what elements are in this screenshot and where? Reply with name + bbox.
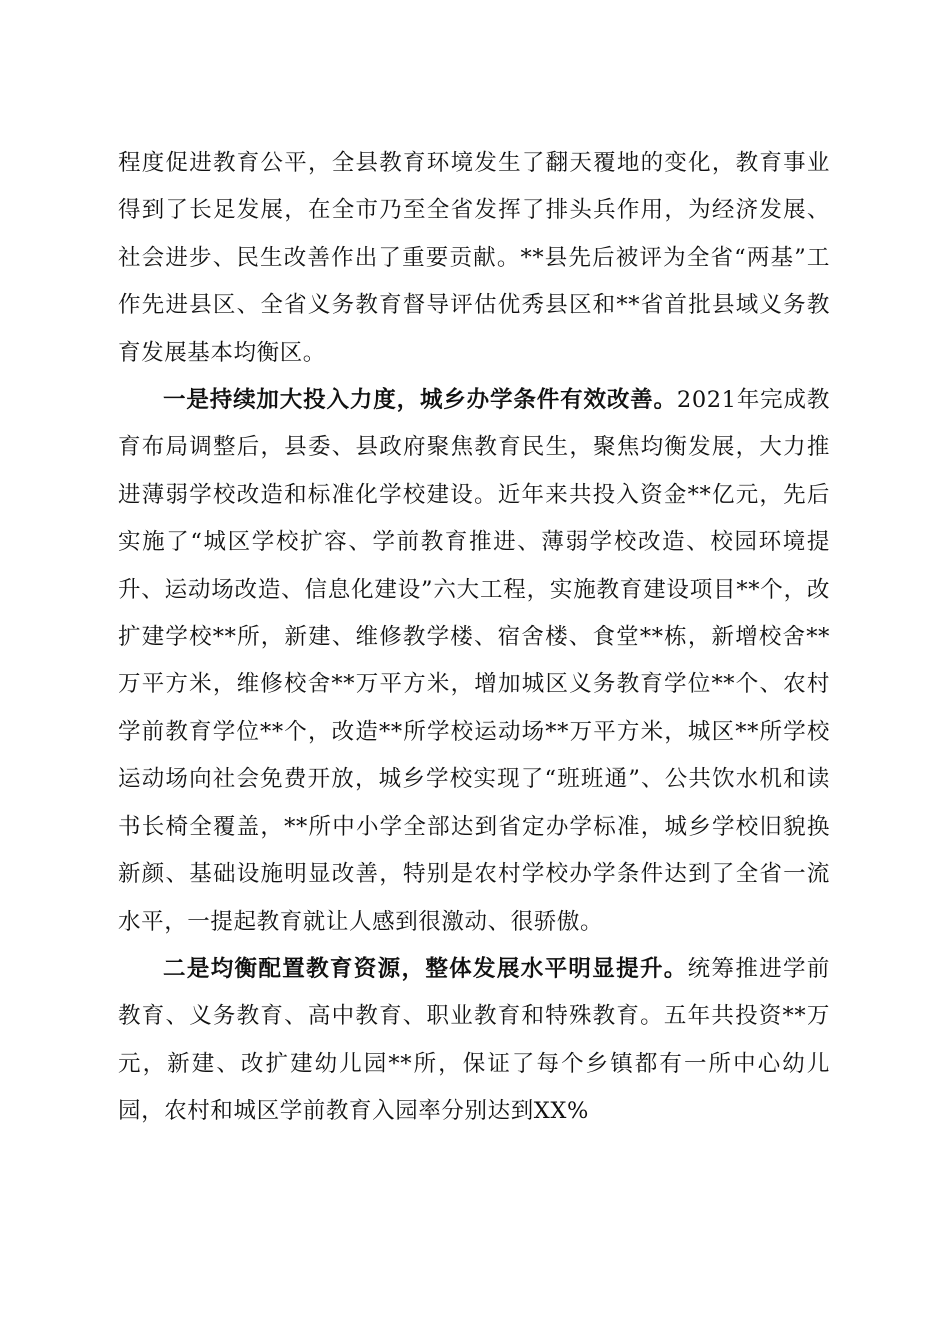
paragraph-investment-text: 2021年完成教育布局调整后，县委、县政府聚焦教育民生，聚焦均衡发展，大力推进薄弱学校改造和标准化学校建设。近年来共投入资金**亿元，先后实施了“城区学校扩容、学前教育推进、薄弱学校改造、校园环境提升、运动场改造、信息化建设”六大工程，实施教育建设项目**个，改扩建学校**所，新建、维修教学楼、宿舍楼、食堂**栋，新增校舍**万平方米，维修校舍**万平方米，增加城区义务教育学位**个、农村学前教育学位**个，改造**所学校运动场**万平方米，城区**所学校运动场向社会免费开放，城乡学校实现了“班班通”、公共饮水机和读书长椅全覆盖，**所中小学全部达到省定办学标准，城乡学校旧貌换新颜、基础设施明显改善，特别是农村学校办学条件达到了全省一流水平，一提起教育就让人感到很激动、很骄傲。 <box>118 387 831 935</box>
paragraph-intro <box>118 140 830 377</box>
paragraph-resources-text: 统筹推进学前教育、义务教育、高中教育、职业教育和特殊教育。五年共投资**万元，新建、改扩建幼儿园**所，保证了每个乡镇都有一所中心幼儿园，农村和城区学前教育入园率分别达到XX% <box>118 955 830 1125</box>
paragraph-resources-heading: 二是均衡配置教育资源，整体发展水平明显提升。 <box>163 955 688 982</box>
paragraph-investment <box>118 377 830 946</box>
paragraph-investment-heading: 一是持续加大投入力度，城乡办学条件有效改善。 <box>163 387 677 414</box>
paragraph-intro-text: 程度促进教育公平，全县教育环境发生了翻天覆地的变化，教育事业得到了长足发展，在全市乃至全省发挥了排头兵作用，为经济发展、社会进步、民生改善作出了重要贡献。**县先后被评为全省“两基”工作先进县区、全省义务教育督导评估优秀县区和**省首批县域义务教育发展基本均衡区。 <box>118 150 830 366</box>
paragraph-resources <box>118 946 830 1136</box>
document-body <box>118 140 830 1136</box>
